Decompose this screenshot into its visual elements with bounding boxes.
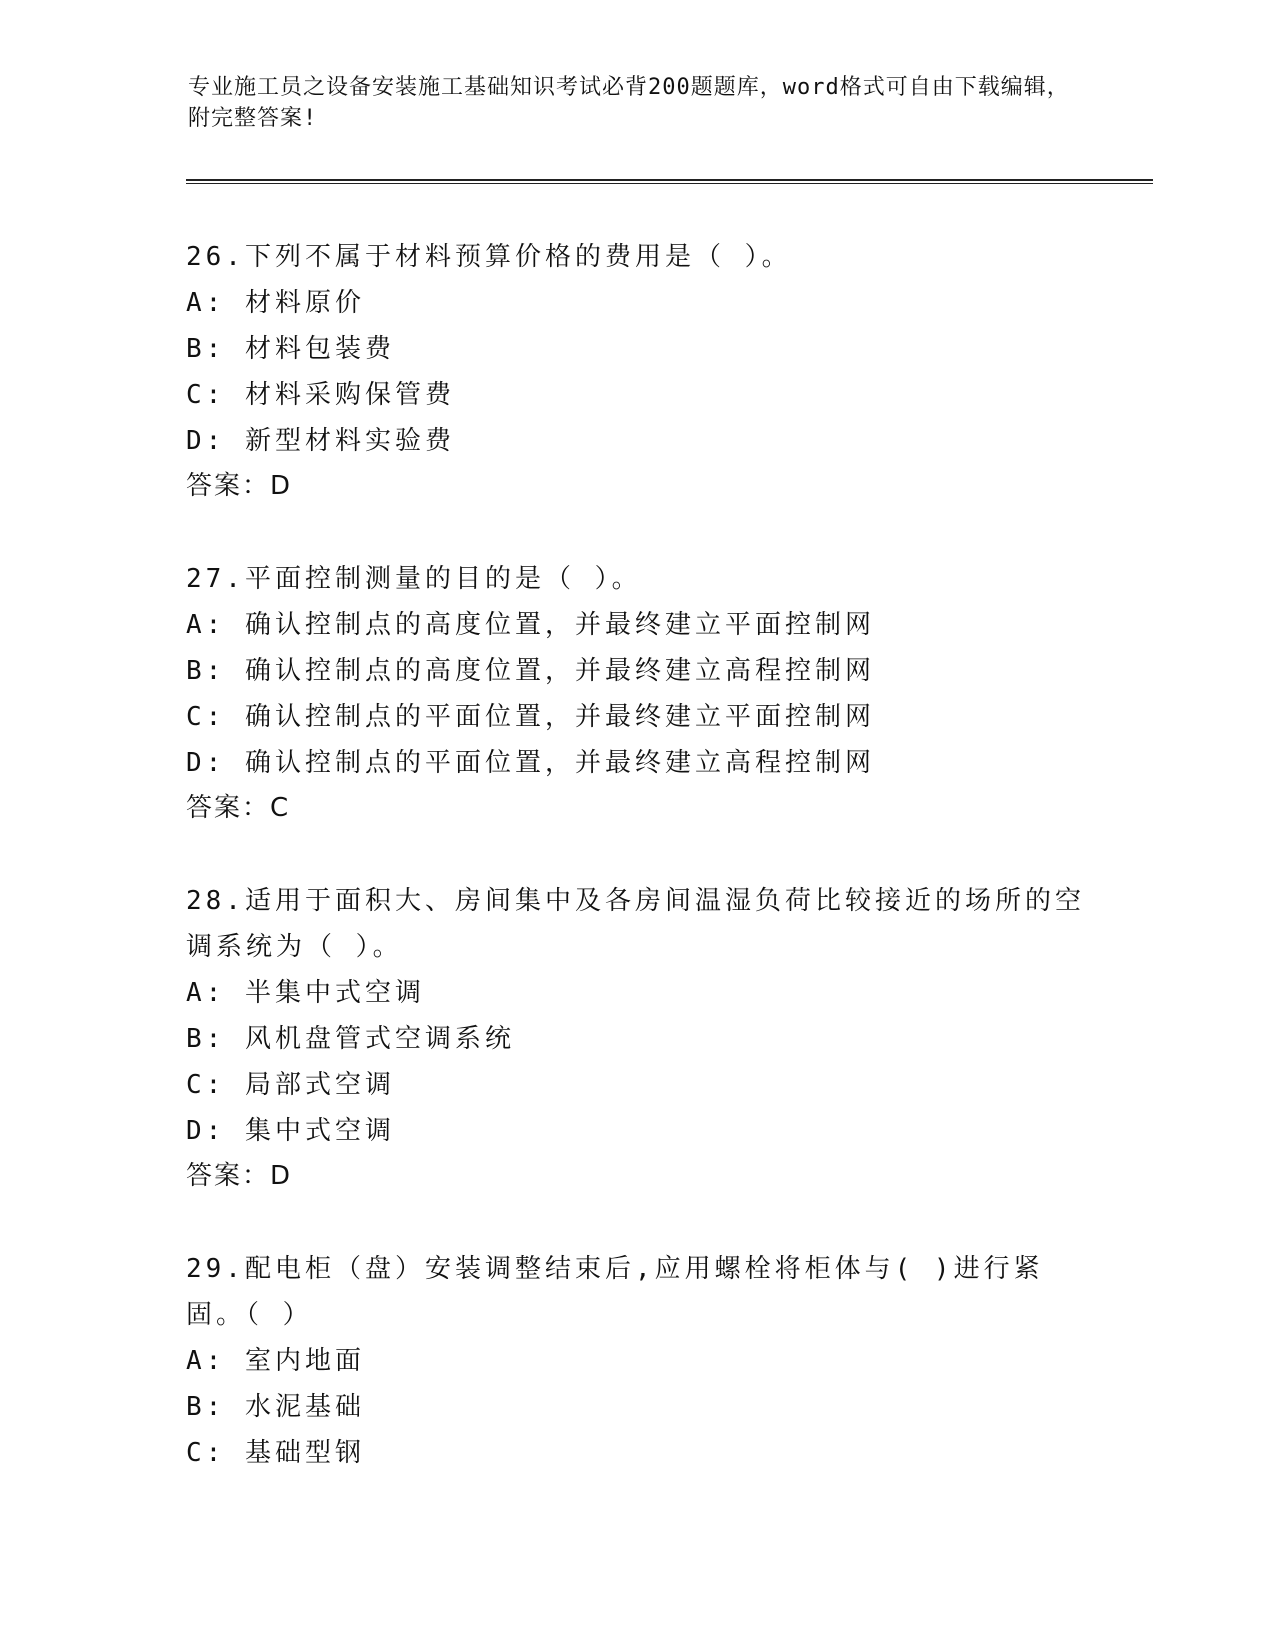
option-a: A: 材料原价 (186, 288, 365, 318)
question-26 (186, 234, 1086, 508)
question-stem: 29.配电柜（盘）安装调整结束后,应用螺栓将柜体与( )进行紧固。（ ） (186, 1254, 1044, 1330)
option-b: B: 风机盘管式空调系统 (186, 1024, 515, 1054)
option-c: C: 确认控制点的平面位置，并最终建立平面控制网 (186, 702, 875, 732)
option-a: A: 确认控制点的高度位置，并最终建立平面控制网 (186, 610, 875, 640)
option-b: B: 水泥基础 (186, 1392, 365, 1422)
option-b: B: 确认控制点的高度位置，并最终建立高程控制网 (186, 656, 875, 686)
question-stem: 28.适用于面积大、房间集中及各房间温湿负荷比较接近的场所的空调系统为（ ）。 (186, 886, 1085, 962)
question-stem: 27.平面控制测量的目的是（ ）。 (186, 564, 642, 594)
question-stem: 26.下列不属于材料预算价格的费用是（ ）。 (186, 242, 792, 272)
question-list (186, 234, 1086, 1524)
answer: 答案：D (186, 471, 293, 501)
header-rule-thin (186, 183, 1153, 184)
header-rule (186, 179, 1153, 181)
question-28 (186, 878, 1086, 1198)
answer: 答案：C (186, 793, 291, 823)
option-c: C: 基础型钢 (186, 1438, 365, 1468)
option-d: D: 确认控制点的平面位置，并最终建立高程控制网 (186, 748, 875, 778)
option-d: D: 集中式空调 (186, 1116, 395, 1146)
answer: 答案：D (186, 1161, 293, 1191)
option-b: B: 材料包装费 (186, 334, 395, 364)
option-a: A: 半集中式空调 (186, 978, 425, 1008)
question-29 (186, 1246, 1086, 1476)
question-27 (186, 556, 1086, 830)
option-a: A: 室内地面 (186, 1346, 365, 1376)
option-c: C: 材料采购保管费 (186, 380, 455, 410)
option-d: D: 新型材料实验费 (186, 426, 455, 456)
option-c: C: 局部式空调 (186, 1070, 395, 1100)
document-header: 专业施工员之设备安装施工基础知识考试必背200题题库，word格式可自由下载编辑，附完整答案! (188, 75, 1070, 131)
